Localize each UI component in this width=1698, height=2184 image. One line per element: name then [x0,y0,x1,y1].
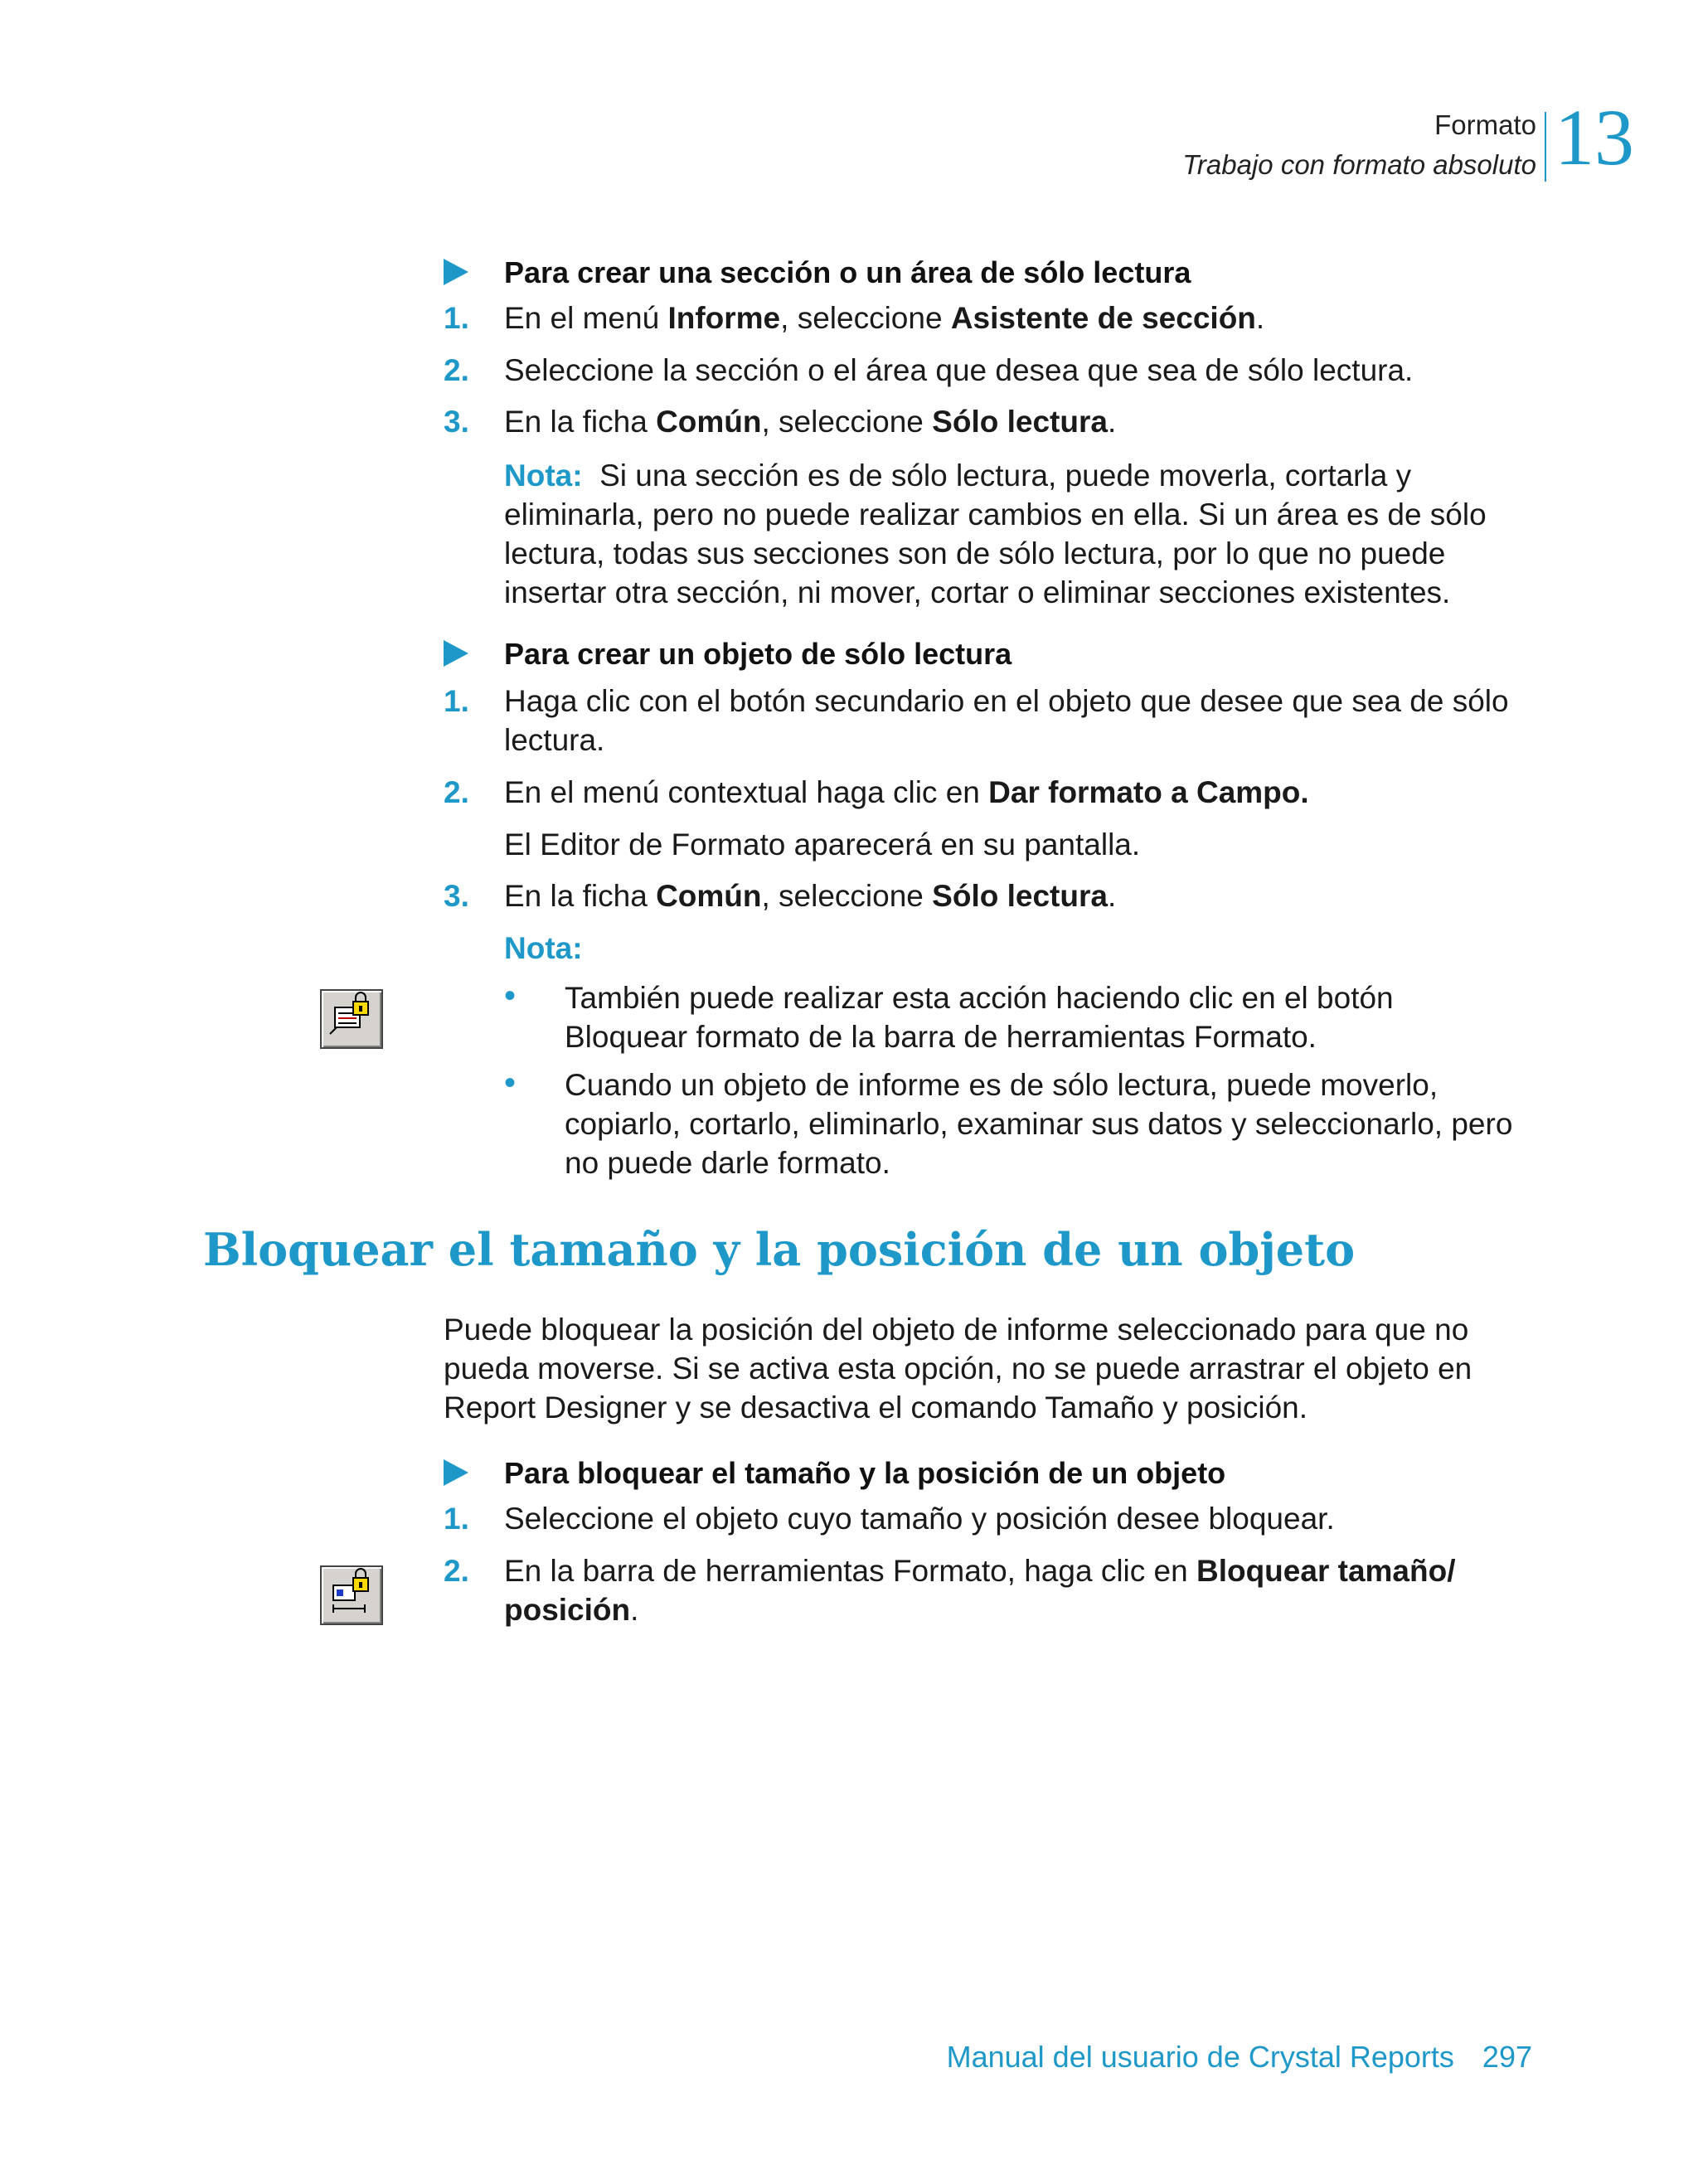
step-text: Seleccione el objeto cuyo tamaño y posición desee bloquear. [504,1502,1335,1536]
step-follow-text: El Editor de Formato aparecerá en su pantalla. [504,827,1141,861]
step-number: 2. [444,775,469,809]
procedure-title: Para bloquear el tamaño y la posición de un objeto [504,1456,1226,1490]
bullet-icon: • [504,978,517,1014]
chapter-number: 13 [1555,93,1634,182]
step-text: Seleccione la sección o el área que desea que sea de sólo lectura. [504,353,1414,387]
procedure-title: Para crear un objeto de sólo lectura [504,637,1012,671]
step-text: En el menú contextual haga clic en Dar formato a Campo. [504,775,1309,809]
step-number: 3. [444,879,469,913]
lock-size-position-icon [320,1565,383,1625]
step-number: 3. [444,405,469,439]
procedure-arrow-icon [444,640,468,667]
note-label: Nota: [504,459,583,493]
section-heading: Bloquear el tamaño y la posición de un objeto [203,1223,1356,1276]
page-number: 297 [1482,2040,1532,2074]
step-text: En la ficha Común, seleccione Sólo lectura. [504,879,1117,913]
step-number: 2. [444,1554,469,1588]
page-footer [947,2040,1532,2075]
note-paragraph [504,456,1532,612]
step-number: 1. [444,684,469,718]
bullet-icon: • [504,1065,517,1101]
procedure-title: Para crear una sección o un área de sólo lectura [504,255,1191,289]
footer-book-title: Manual del usuario de Crystal Reports [946,2040,1454,2074]
procedure-arrow-icon [444,259,468,285]
section-intro: Puede bloquear la posición del objeto de informe seleccionado para que no pueda moverse. Si se activa esta opción, no se puede arrastrar el objeto en Report Designer y se desactiva el comando Tamaño y posición. [444,1313,1472,1424]
step-text: Haga clic con el botón secundario en el objeto que desee que sea de sólo lectura. [504,684,1509,757]
step-text: En la ficha Común, seleccione Sólo lectura. [504,405,1117,439]
note-text: Si una sección es de sólo lectura, puede moverla, cortarla y eliminarla, pero no puede realizar cambios en ella. Si un área es de sólo lectura, todas sus secciones son de sólo lectura, por lo que no puede insertar otra sección, ni mover, cortar o eliminar secciones existentes. [504,459,1487,609]
procedure-arrow-icon [444,1459,468,1486]
step-number: 2. [444,353,469,387]
step-number: 1. [444,301,469,335]
step-number: 1. [444,1502,469,1536]
bullet-text: También puede realizar esta acción haciendo clic en el botón Bloquear formato de la barra de herramientas Formato. [565,981,1394,1054]
header-section-title: Formato [1434,109,1536,140]
header-divider [1545,112,1546,182]
header-subsection-title: Trabajo con formato absoluto [1182,149,1536,180]
lock-format-icon [320,989,383,1049]
bullet-text: Cuando un objeto de informe es de sólo lectura, puede moverlo, copiarlo, cortarlo, eliminarlo, examinar sus datos y seleccionarlo, pero no puede darle formato. [565,1068,1513,1180]
step-text: En el menú Informe, seleccione Asistente de sección. [504,301,1265,335]
note-label: Nota: [504,931,583,965]
step-text: En la barra de herramientas Formato, haga clic en Bloquear tamaño/ posición. [504,1554,1456,1627]
